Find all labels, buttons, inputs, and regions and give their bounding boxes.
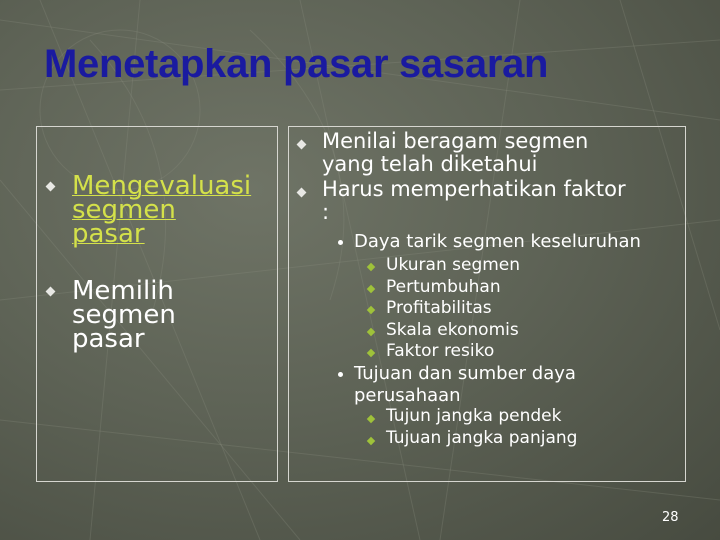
sub-sub-item: Pertumbuhan — [386, 277, 501, 297]
page-number: 28 — [662, 510, 679, 525]
sub-sub-item: Profitabilitas — [386, 298, 492, 318]
sub-sub-item: Ukuran segmen — [386, 255, 521, 275]
sub-sub-item: Tujuan jangka panjang — [386, 428, 578, 448]
bullet-select-segment: Memilih segmen pasar — [72, 276, 176, 354]
bullet-assess-segments: Menilai beragam segmen yang telah diketahui — [322, 129, 589, 176]
sub-item-goals-resources: Tujuan dan sumber daya perusahaan — [354, 363, 576, 406]
bullet-dot-icon — [338, 372, 343, 377]
bullet-dot-icon — [338, 240, 343, 245]
bullet-evaluate-segment: Mengevaluasi segmen pasar — [72, 171, 252, 249]
slide-title: Menetapkan pasar sasaran — [44, 42, 549, 86]
bullet-consider-factors: Harus memperhatikan faktor : — [322, 177, 626, 224]
sub-sub-item: Faktor resiko — [386, 341, 495, 361]
sub-item-attractiveness: Daya tarik segmen keseluruhan — [354, 231, 641, 252]
sub-sub-item: Tujun jangka pendek — [386, 406, 562, 426]
sub-sub-item: Skala ekonomis — [386, 320, 519, 340]
